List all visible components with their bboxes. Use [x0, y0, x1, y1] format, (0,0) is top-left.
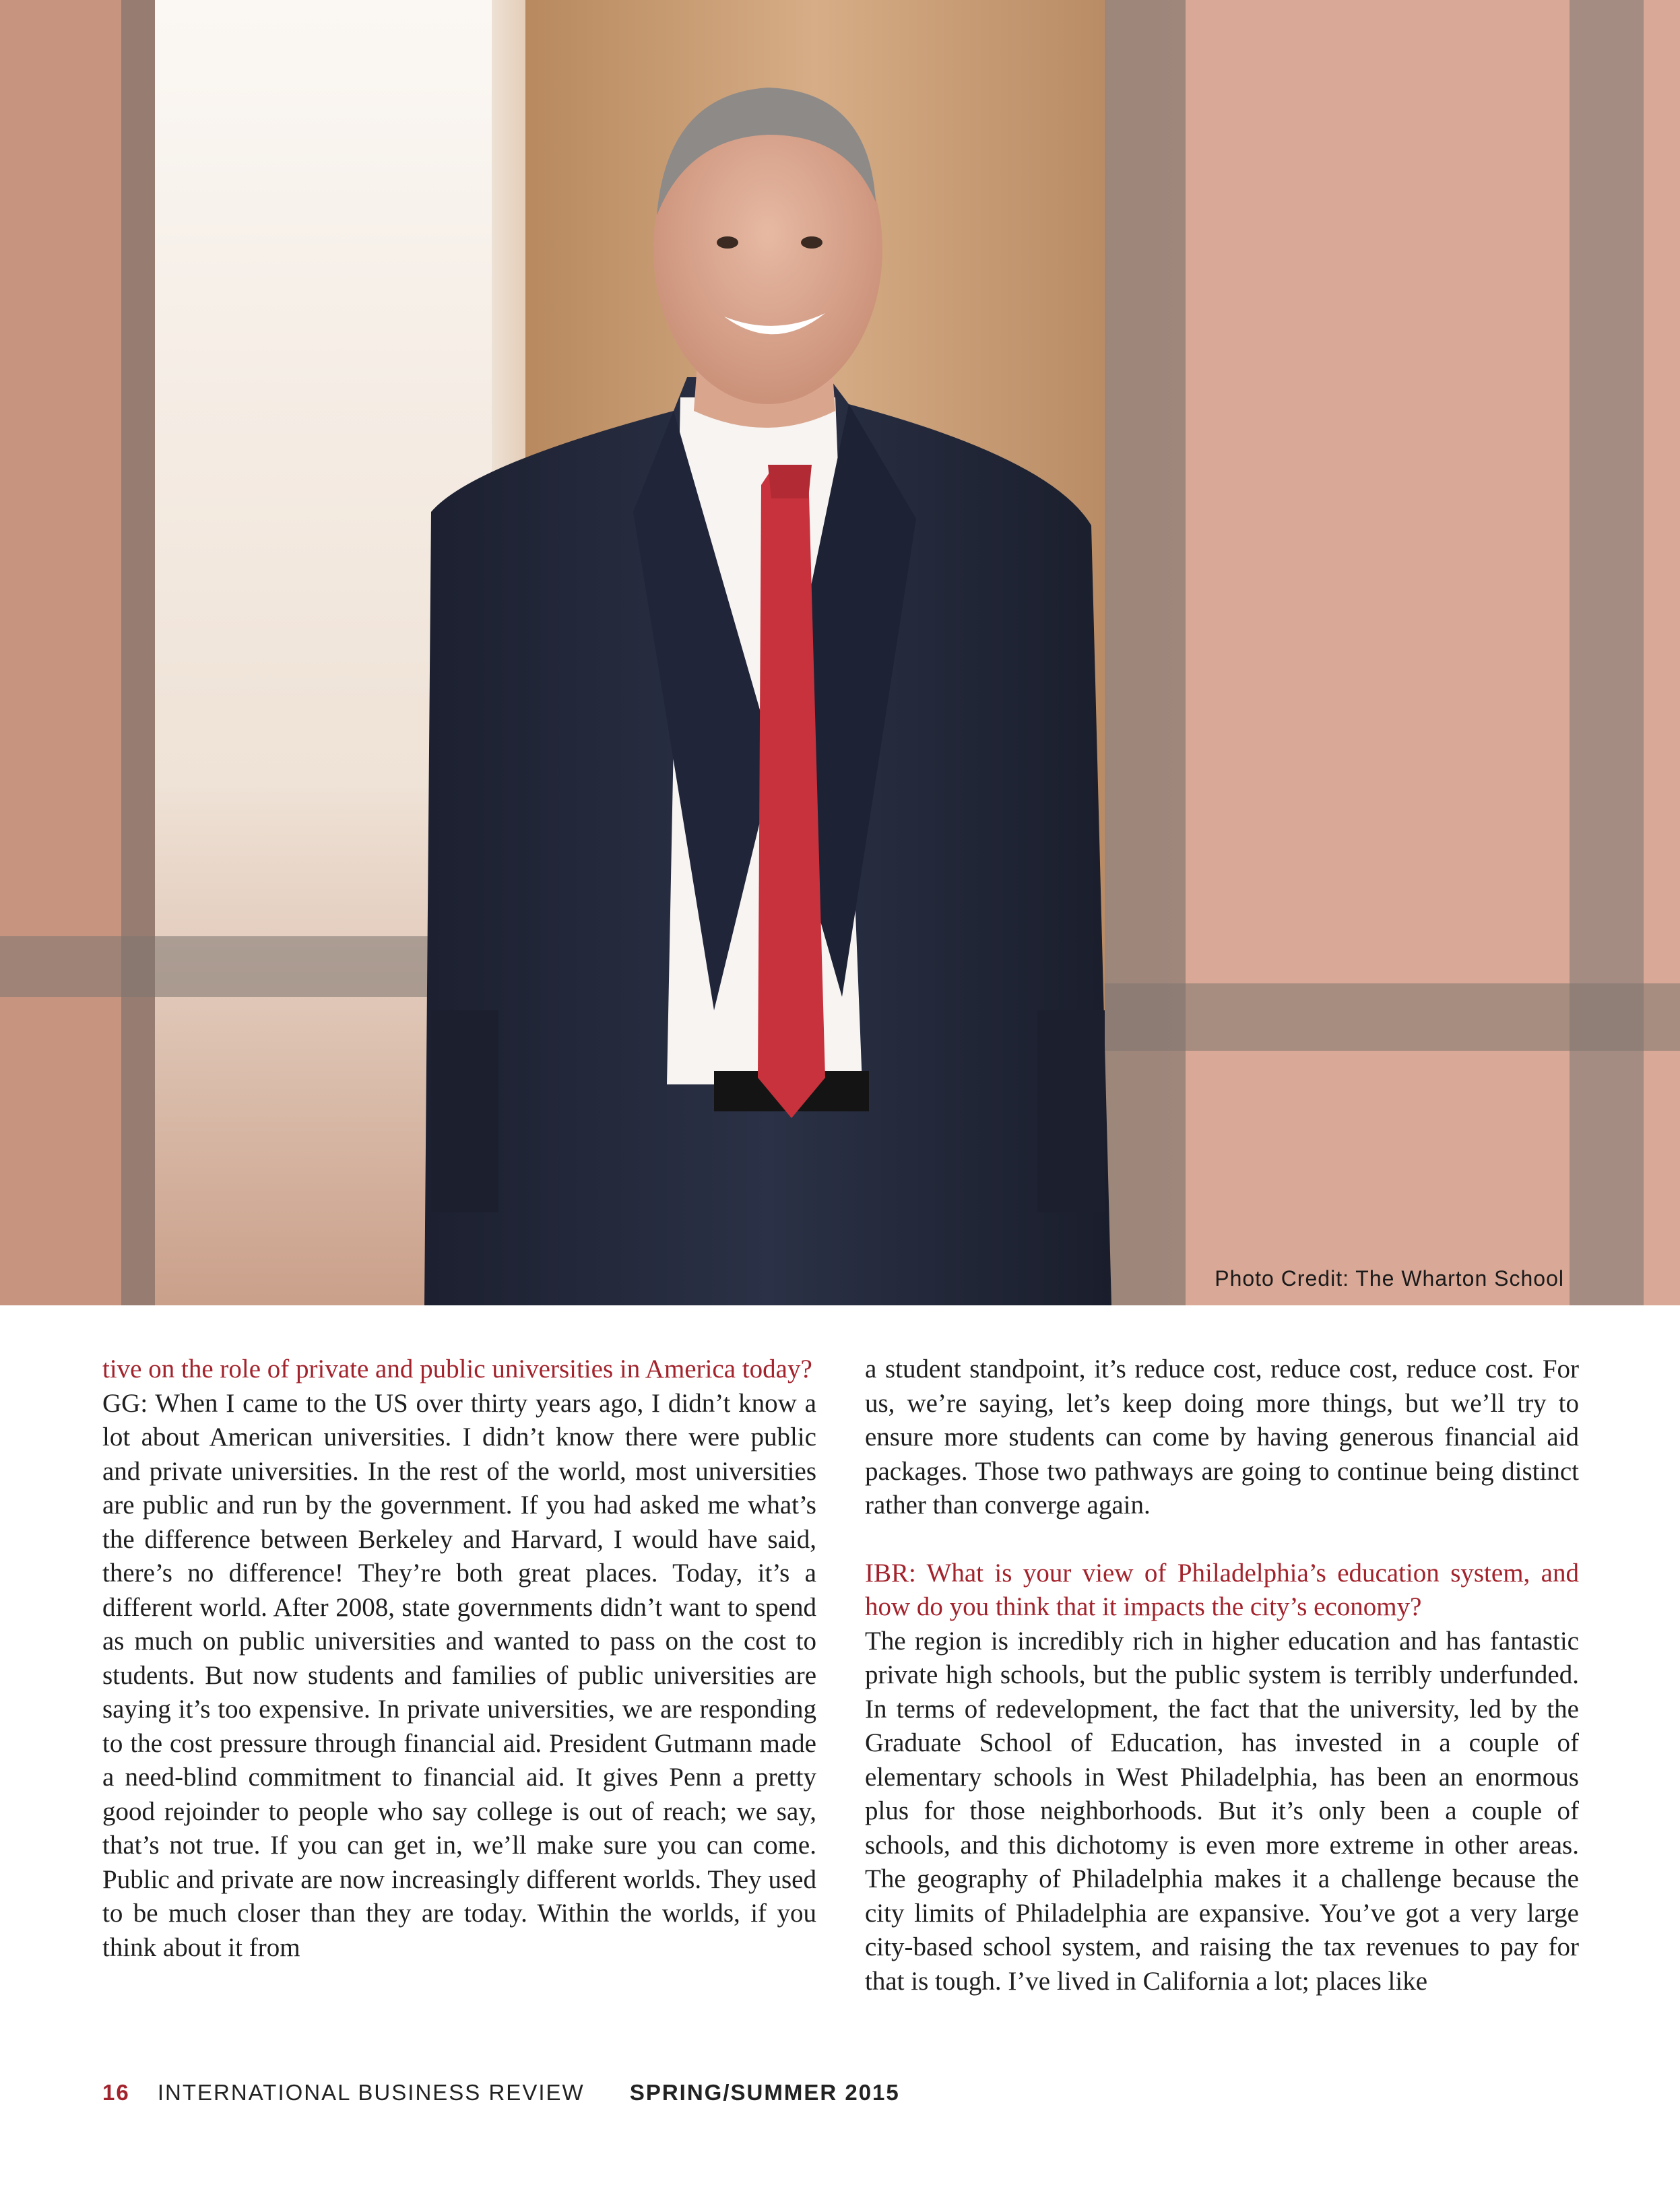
article-column-right	[865, 1352, 1579, 1998]
answer-paragraph: GG: When I came to the US over thirty years ago, I didn’t know a lot about American universities. I didn’t know there were public and private universities. In the rest of the world, most universities are public and run by the government. If you had asked me what’s the difference between Berkeley and Harvard, I would have said, there’s no difference! They’re both great places. Today, it’s a different world. After 2008, state governments didn’t want to spend as much on public universities and wanted to pass on the cost to students. But now students and families of public universities are saying it’s too expensive. In private universities, we are responding to the cost pressure through financial aid. President Gutmann made a need-blind commitment to financial aid. It gives Penn a pretty good rejoinder to people who say college is out of reach; we say, that’s not true. If you can get in, we’ll make sure you can come. Public and private are now increasingly different worlds. They used to be much closer than they are today. Within the worlds, if you think about it from	[102, 1388, 816, 1962]
answer-paragraph: The region is incredibly rich in higher education and has fantastic private high schools, but the public system is terribly underfunded. In terms of redevelopment, the fact that the university, led by the Graduate School of Education, has invested in a couple of elementary schools in West Philadelphia, has been an enormous plus for those neighborhoods. But it’s only been a couple of schools, and this dichotomy is even more extreme in other areas. The geography of Philadelphia makes it a challenge because the city limits of Philadelphia are expansive. You’ve got a very large city-based school system, and raising the tax revenues to pay for that is tough. I’ve lived in California a lot; places like	[865, 1626, 1579, 1996]
answer-continuation: a student standpoint, it’s reduce cost, reduce cost, reduce cost. For us, we’re saying, let’s keep doing more things, but we’ll try to ensure more students can come by having generous financial aid packages. Those two pathways are going to continue being distinct rather than converge again.	[865, 1355, 1579, 1520]
page-number: 16	[102, 2080, 130, 2105]
paragraph-gap	[865, 1523, 1579, 1557]
question-continuation: tive on the role of private and public universities in America today?	[102, 1355, 812, 1383]
publication-name: INTERNATIONAL BUSINESS REVIEW	[157, 2080, 585, 2105]
article-column-left	[102, 1352, 816, 1965]
interview-question: IBR: What is your view of Philadelphia’s education system, and how do you think that it impacts the city’s economy?	[865, 1558, 1579, 1621]
photo-credit: Photo Credit: The Wharton School	[1215, 1266, 1564, 1291]
issue-label: SPRING/SUMMER 2015	[629, 2080, 900, 2105]
page-footer	[102, 2080, 900, 2106]
